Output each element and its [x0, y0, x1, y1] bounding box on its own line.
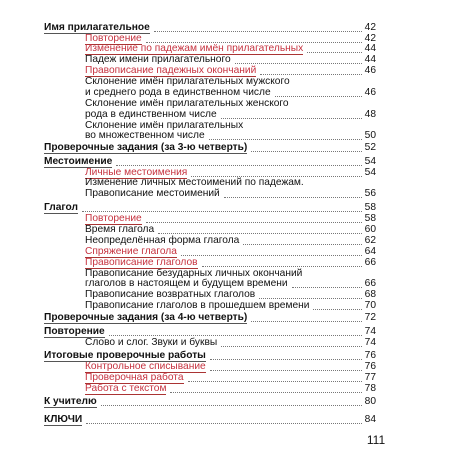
toc-entry-page: 60 [364, 224, 376, 235]
toc-entry-page: 46 [364, 65, 376, 76]
toc-entry [85, 383, 376, 395]
entry-underline [44, 153, 247, 154]
toc-entry-page: 64 [364, 246, 376, 257]
toc-entry-page: 46 [364, 87, 376, 98]
toc-entry-title: Падеж имени прилагательного [85, 54, 231, 65]
dotted-leader [313, 309, 362, 310]
toc-entry [85, 188, 376, 200]
toc-entry-title: Время глагола [85, 224, 155, 235]
toc-entry-page: 58 [364, 213, 376, 224]
toc-entry-page: 50 [364, 130, 376, 141]
toc-entry-title: Контрольное списывание [85, 361, 206, 372]
dotted-leader [292, 287, 362, 288]
toc-entry [44, 396, 376, 408]
toc-entry-page: 62 [364, 235, 376, 246]
entry-underline [44, 407, 97, 408]
dotted-leader [146, 222, 362, 223]
toc-entry-page: 56 [364, 188, 376, 199]
toc-entry-title: Неопределённая форма глагола [85, 235, 240, 246]
toc-entry-title: Изменение по падежам имён прилагательных [85, 43, 304, 54]
toc-entry-title: и среднего рода в единственном числе [85, 87, 271, 98]
toc-entry-page: 76 [364, 361, 376, 372]
toc-entry [44, 414, 376, 426]
dotted-leader [109, 335, 362, 336]
toc-entry-title: К учителю [44, 396, 97, 407]
dotted-leader [210, 370, 362, 371]
toc-entry [44, 142, 376, 154]
toc-entry [44, 312, 376, 324]
toc-entry-title: Имя прилагательное [44, 22, 150, 33]
toc-entry-title: во множественном числе [85, 130, 205, 141]
dotted-leader [188, 381, 363, 382]
toc-entry-title: Спряжение глагола [85, 246, 177, 257]
toc-entry-page: 66 [364, 278, 376, 289]
toc-entry-title: Правописание местоимений [85, 188, 220, 199]
toc-entry-title: Правописание глаголов в прошедшем времени [85, 300, 310, 311]
dotted-leader [116, 165, 362, 166]
dotted-leader [224, 197, 362, 198]
entry-underline [44, 425, 82, 426]
toc-entry-title: Изменение личных местоимений по падежам. [85, 177, 304, 188]
entry-underline [44, 323, 247, 324]
toc-entry-title: Склонение имён прилагательных мужского [85, 76, 290, 87]
toc-entry-page: 68 [364, 289, 376, 300]
toc-entry-title: Проверочные задания (за 4-ю четверть) [44, 312, 248, 323]
dotted-leader [259, 298, 362, 299]
dotted-leader [221, 118, 362, 119]
toc-entry-title: глаголов в настоящем и будущем времени [85, 278, 288, 289]
dotted-leader [210, 359, 362, 360]
toc-entry-page: 74 [364, 337, 376, 348]
toc-entry-title: рода в единственном числе [85, 109, 217, 120]
toc-entry-page: 54 [364, 156, 376, 167]
toc-entry-title: Проверочные задания (за 3-ю четверть) [44, 142, 248, 153]
toc-entry-page: 48 [364, 109, 376, 120]
toc-entry-title: Склонение имён прилагательных женского [85, 98, 289, 109]
toc-entry-title: Местоимение [44, 156, 113, 167]
toc-entry-title: Итоговые проверочные работы [44, 350, 206, 361]
entry-underline [44, 213, 78, 214]
dotted-leader [260, 74, 362, 75]
toc-entry-title: Правописание безударных личных окончаний [85, 268, 303, 279]
dotted-leader [158, 233, 362, 234]
toc-entry [85, 300, 376, 312]
dotted-leader [202, 266, 362, 267]
dotted-leader [251, 151, 362, 152]
toc-entry-page: 52 [364, 142, 376, 153]
dotted-leader [275, 96, 362, 97]
toc-entry-page: 54 [364, 167, 376, 178]
toc-entry-title: Работа с текстом [85, 383, 167, 394]
toc-entry-page: 42 [364, 22, 376, 33]
toc-entry-title: Проверочная работа [85, 372, 184, 383]
toc-entry-page: 70 [364, 300, 376, 311]
toc-entry-title: Правописание падежных окончаний [85, 65, 257, 76]
toc-entry-title: Слово и слог. Звуки и буквы [85, 337, 218, 348]
toc-entry-page: 78 [364, 383, 376, 394]
dotted-leader [82, 211, 362, 212]
toc-entry-page: 76 [364, 350, 376, 361]
toc-entry-page: 77 [364, 372, 376, 383]
dotted-leader [209, 139, 362, 140]
toc-entry-page: 58 [364, 202, 376, 213]
toc-entry [85, 130, 376, 142]
toc-entry-title: Склонение имён прилагательных [85, 120, 244, 131]
dotted-leader [243, 244, 362, 245]
toc-entry-title: Глагол [44, 202, 78, 213]
dotted-leader [251, 321, 362, 322]
toc-entry-title: Правописание глаголов [85, 257, 198, 268]
toc-entry-page: 72 [364, 312, 376, 323]
dotted-leader [101, 405, 362, 406]
toc-entry-title: КЛЮЧИ [44, 414, 83, 425]
toc-entry-title: Повторение [44, 326, 105, 337]
dotted-leader [86, 423, 362, 424]
toc-entry-title: Повторение [85, 33, 142, 44]
toc-entry-page: 44 [364, 54, 376, 65]
dotted-leader [235, 63, 362, 64]
toc-entry-page: 84 [364, 414, 376, 425]
toc-entry-title: Личные местоимения [85, 167, 188, 178]
toc-entry-page: 42 [364, 33, 376, 44]
toc-entry-page: 44 [364, 43, 376, 54]
toc-entry-title: Правописание возвратных глаголов [85, 289, 256, 300]
entry-underline [85, 394, 166, 395]
dotted-leader [181, 255, 362, 256]
toc-entry-page: 74 [364, 326, 376, 337]
page-number: 111 [366, 433, 386, 447]
dotted-leader [170, 392, 362, 393]
dotted-leader [221, 346, 362, 347]
dotted-leader [154, 31, 362, 32]
toc-entry [85, 337, 376, 349]
toc-entry-page: 80 [364, 396, 376, 407]
toc-entry-title: Повторение [85, 213, 142, 224]
dotted-leader [307, 52, 362, 53]
toc-entry-page: 66 [364, 257, 376, 268]
